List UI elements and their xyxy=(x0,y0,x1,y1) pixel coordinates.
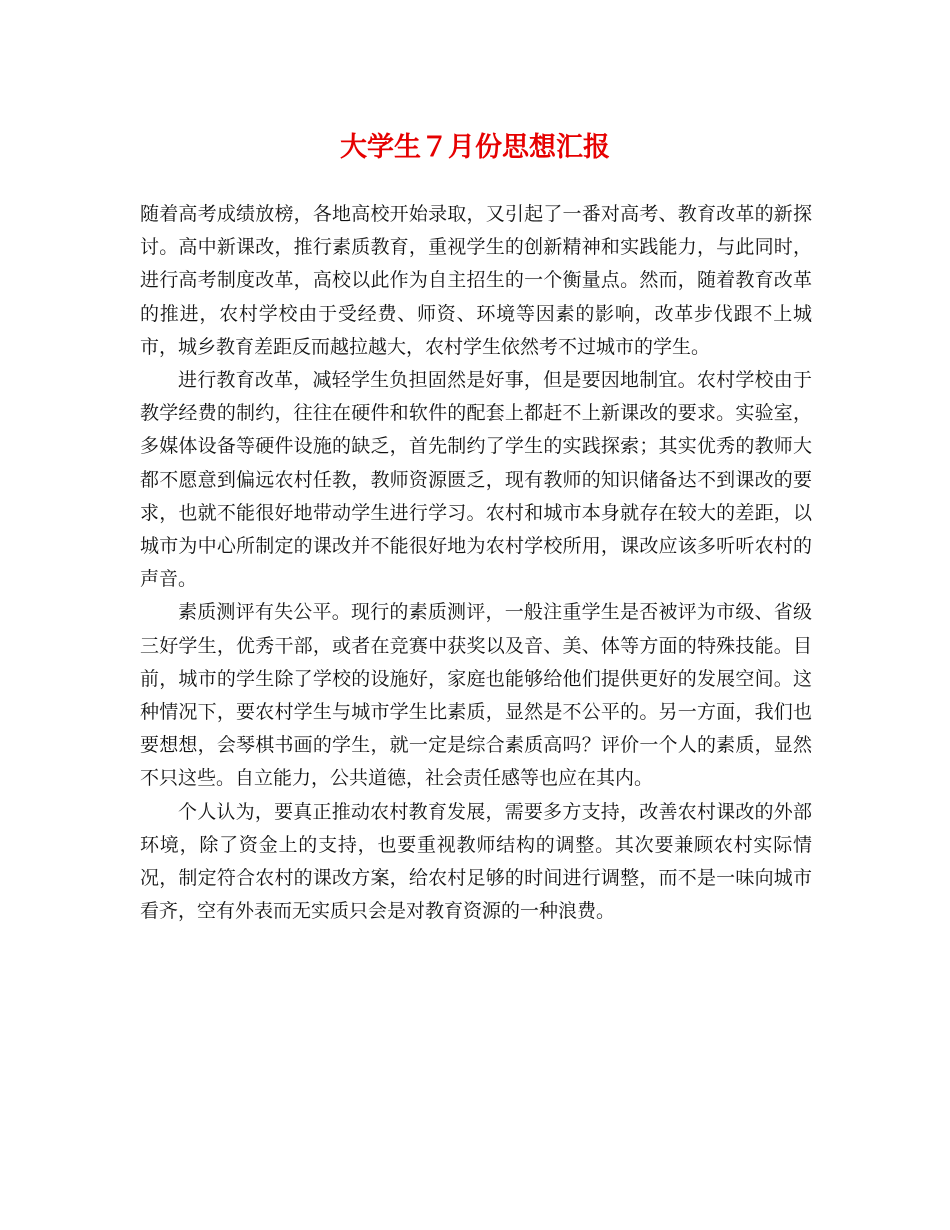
paragraph-3: 素质测评有失公平。现行的素质测评，一般注重学生是否被评为市级、省级三好学生，优秀干部，或者在竞赛中获奖以及音、美、体等方面的特殊技能。目前，城市的学生除了学校的设施好，家庭也能够给他们提供更好的发展空间。这种情况下，要农村学生与城市学生比素质，显然是不公平的。另一方面，我们也要想想，会琴棋书画的学生，就一定是综合素质高吗？评价一个人的素质，显然不只这些。自立能力，公共道德，社会责任感等也应在其内。 xyxy=(140,601,812,790)
paragraph-4: 个人认为，要真正推动农村教育发展，需要多方支持，改善农村课改的外部环境，除了资金上的支持，也要重视教师结构的调整。其次要兼顾农村实际情况，制定符合农村的课改方案，给农村足够的时间进行调整，而不是一味向城市看齐，空有外表而无实质只会是对教育资源的一种浪费。 xyxy=(140,800,812,923)
paragraph-2: 进行教育改革，减轻学生负担固然是好事，但是要因地制宜。农村学校由于教学经费的制约，往往在硬件和软件的配套上都赶不上新课改的要求。实验室，多媒体设备等硬件设施的缺乏，首先制约了学生的实践探索；其实优秀的教师大都不愿意到偏远农村任教，教师资源匮乏，现有教师的知识储备达不到课改的要求，也就不能很好地带动学生进行学习。农村和城市本身就存在较大的差距，以城市为中心所制定的课改并不能很好地为农村学校所用，课改应该多听听农村的声音。 xyxy=(140,369,812,591)
document-body xyxy=(140,198,812,928)
paragraph-1: 随着高考成绩放榜，各地高校开始录取，又引起了一番对高考、教育改革的新探讨。高中新课改，推行素质教育，重视学生的创新精神和实践能力，与此同时，进行高考制度改革，高校以此作为自主招生的一个衡量点。然而，随着教育改革的推进，农村学校由于受经费、师资、环境等因素的影响，改革步伐跟不上城市，城乡教育差距反而越拉越大，农村学生依然考不过城市的学生。 xyxy=(140,203,812,358)
document-title: 大学生７月份思想汇报 xyxy=(340,132,610,163)
